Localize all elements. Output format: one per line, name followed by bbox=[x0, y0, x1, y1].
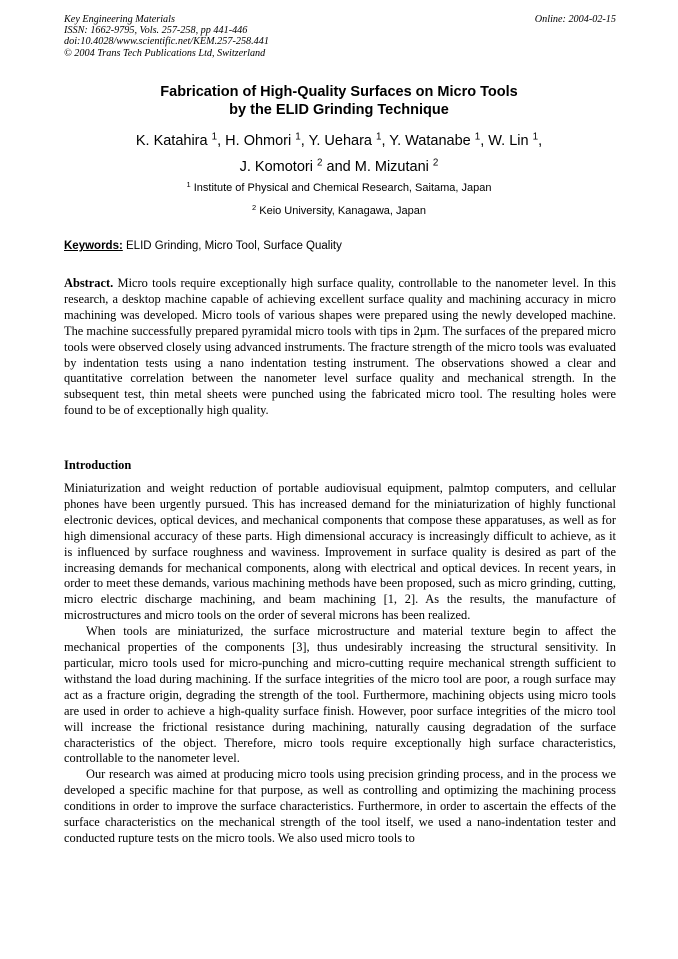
title-line-2: by the ELID Grinding Technique bbox=[229, 102, 449, 118]
affiliation-text: Institute of Physical and Chemical Research, Saitama, Japan bbox=[193, 182, 492, 194]
section-heading-introduction: Introduction bbox=[64, 458, 132, 472]
author-line-1: K. Katahira $^1$, H. Ohmori $^1$, Y. Uehara $^1$, Y. Watanabe $^1$, W. Lin $^1$, bbox=[135, 131, 543, 149]
author-name: H. Ohmori bbox=[225, 133, 292, 149]
author-line-2 bbox=[0, 154, 678, 180]
author-name: K. Katahira bbox=[135, 133, 208, 149]
introduction-body bbox=[64, 481, 616, 847]
authors-and: and bbox=[326, 159, 351, 175]
author-affiliation-mark: 1 bbox=[295, 131, 301, 143]
author-name: M. Mizutani bbox=[354, 159, 429, 175]
keywords-label: Keywords bbox=[64, 240, 119, 252]
doi-line: doi:10.4028/www.scientific.net/KEM.257-258.441 bbox=[64, 36, 269, 48]
paragraph: Miniaturization and weight reduction of portable audiovisual equipment, palmtop computers, and cellular phones have been urgently pursued. This has increased demand for the miniaturization of highly functional electronic devices, optical devices, and mechanical components that compose these apparatuses, as well as for high dimensional accuracy of these parts. High dimensional accuracy is increasingly difficult to achieve, as it is influenced by surface roughness and waviness. Improvement in surface quality is desired as part of the increasing demands for mechanical components, along with electrical and optical devices. In recent years, in order to meet these demands, various machining methods have been proposed, such as micro grinding, cutting, micro electric discharge machining, and beam machining [1, 2]. As the results, the manufacture of microstructures and micro tools on the order of several microns has been realized. bbox=[64, 481, 616, 623]
author-list bbox=[0, 128, 678, 180]
author-affiliation-mark: 1 bbox=[211, 131, 218, 143]
author-name: J. Komotori bbox=[239, 159, 313, 175]
affiliation-number: 2 bbox=[252, 202, 257, 212]
online-date: Online: 2004-02-15 bbox=[534, 14, 616, 25]
abstract-label: Abstract. bbox=[64, 276, 114, 290]
citation-header bbox=[64, 14, 616, 59]
author-affiliation-mark: 2 bbox=[316, 157, 323, 169]
author-affiliation-mark: 1 bbox=[474, 131, 481, 143]
copyright-line: © 2004 Trans Tech Publications Ltd, Switzerland bbox=[64, 47, 266, 59]
keywords-colon: : bbox=[118, 240, 123, 252]
journal-name: Key Engineering Materials bbox=[64, 14, 175, 25]
affiliation-number: 1 bbox=[186, 179, 191, 189]
abstract-text: Micro tools require exceptionally high surface quality, controllable to the nanometer level. In this research, a desktop machine capable of achieving excellent surface quality and machining accuracy in micro machining was developed. Micro tools of various shapes were prepared using the newly developed machine. The machine successfully prepared pyramidal micro tools with tips in 2µm. The surfaces of the prepared micro tools were observed closely using advanced instruments. The fracture strength of the micro tools was evaluated by indentation tests using a nano indentation testing instrument. The observations showed a clear and quantitative correlation between the nanometer level surface quality and mechanical strength. In the subsequent test, thin metal sheets were punched using the fabricated micro tool. The resulting holes were found to be of exceptionally high quality. bbox=[64, 276, 616, 418]
author-affiliation-mark: 1 bbox=[376, 131, 382, 143]
keywords bbox=[64, 239, 616, 253]
abstract bbox=[64, 276, 616, 419]
title-line-1: Fabrication of High-Quality Surfaces on Micro Tools bbox=[160, 84, 518, 100]
affiliation-2 bbox=[0, 204, 678, 218]
author-name: Y. Watanabe bbox=[389, 133, 471, 149]
author-affiliation-mark: 2 bbox=[432, 157, 439, 169]
issn-line: ISSN: 1662-9795, Vols. 257-258, pp 441-446 bbox=[64, 25, 248, 37]
paper-title bbox=[0, 83, 678, 119]
paragraph: Our research was aimed at producing micro tools using precision grinding process, and in the process we developed a specific machine for that purpose, as well as controlling and optimizing the machining process conditions in order to improve the surface characteristics. Furthermore, in order to ascertain the effects of the surface characteristics on the mechanical strength of the tool itself, we used a nano-indentation tester and conducted rupture tests on the micro tools. We also used micro tools to bbox=[64, 767, 616, 845]
keywords-text: ELID Grinding, Micro Tool, Surface Quality bbox=[126, 240, 342, 252]
affiliation-text: Keio University, Kanagawa, Japan bbox=[259, 205, 426, 217]
author-name: W. Lin bbox=[488, 133, 529, 149]
paragraph: When tools are miniaturized, the surface microstructure and material texture begin to affect the mechanical properties of the components [3], thus undesirably increasing the structural sensitivity. In particular, micro tools used for micro-punching and micro-cutting require mechanical strength sufficient to withstand the load during machining. If the surface integrities of the micro tool are poor, a rough surface may act as a fracture origin, degrading the strength of the tool. Furthermore, machining objects using micro tools are used in order to achieve a high-quality surface finish. However, poor surface integrities of the micro tool will increase the frictional resistance during machining, naturally causing degradation of the surface characteristics of the object. Therefore, micro tools require exceptionally high surface characteristics, controllable to the nanometer level. bbox=[64, 624, 616, 766]
author-name: Y. Uehara bbox=[308, 133, 372, 149]
affiliation-1 bbox=[0, 181, 678, 195]
author-affiliation-mark: 1 bbox=[532, 131, 539, 143]
